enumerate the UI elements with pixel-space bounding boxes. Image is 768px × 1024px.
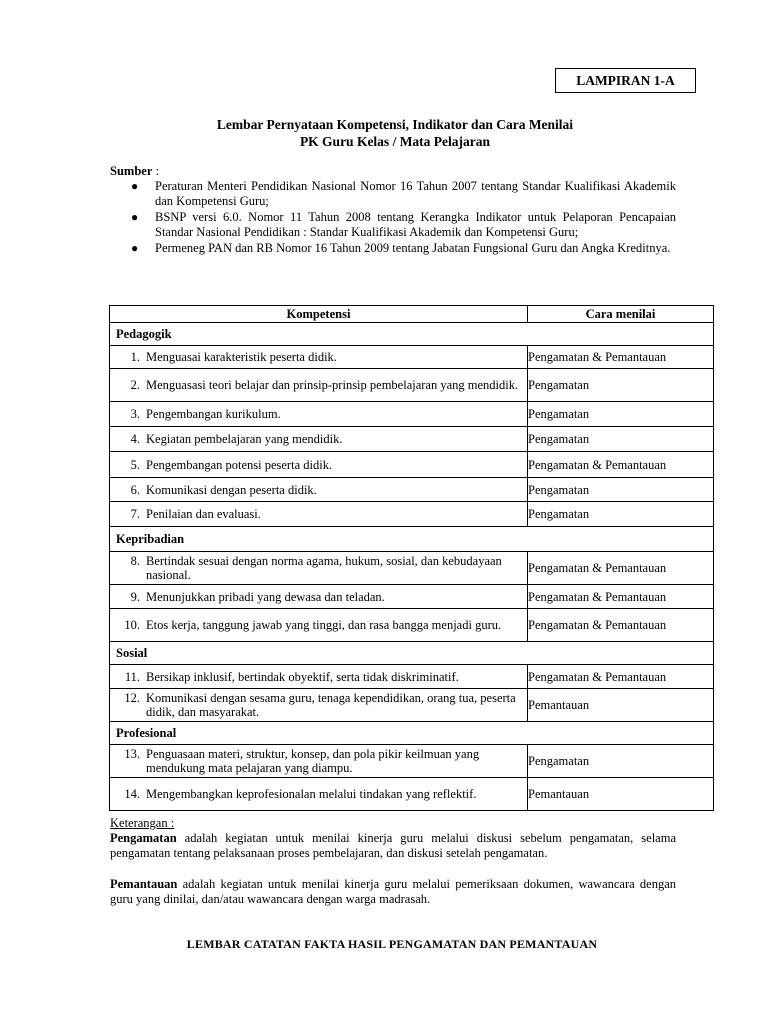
item-number: 11. bbox=[124, 669, 140, 684]
item-number: 13. bbox=[124, 747, 140, 761]
definition-pemantauan: adalah kegiatan untuk menilai kinerja guru melalui pemeriksaan dokumen, wawancara dengan guru yang dinilai, dan/atau wawancara dengan warga madrasah. bbox=[110, 877, 676, 906]
cara-menilai-cell: Pemantauan bbox=[528, 689, 714, 722]
source-text: BSNP versi 6.0. Nomor 11 Tahun 2008 tentang Kerangka Indikator untuk Pelaporan Pencapaian Standar Nasional Pendidikan : Standar Kualifikasi Akademik dan Kompetensi Guru; bbox=[155, 210, 676, 239]
source-text: Peraturan Menteri Pendidikan Nasional Nomor 16 Tahun 2007 tentang Standar Kualifikasi Akademik dan Kompetensi Guru; bbox=[155, 179, 676, 208]
table-header-row bbox=[110, 306, 714, 323]
item-text: Menunjukkan pribadi yang dewasa dan teladan. bbox=[146, 589, 385, 604]
item-text: Penilaian dan evaluasi. bbox=[146, 507, 261, 521]
item-text: Komunikasi dengan sesama guru, tenaga kependidikan, orang tua, peserta didik, dan masyarakat. bbox=[146, 691, 516, 719]
bullet-icon: ● bbox=[131, 179, 139, 193]
cara-menilai-cell: Pengamatan bbox=[528, 745, 714, 778]
keterangan-label: Keterangan : bbox=[110, 816, 175, 830]
kompetensi-cell bbox=[110, 478, 528, 502]
cara-menilai-cell: Pengamatan bbox=[528, 402, 714, 427]
table-row bbox=[110, 452, 714, 478]
table-row bbox=[110, 402, 714, 427]
item-number: 12. bbox=[124, 691, 140, 705]
item-text: Mengembangkan keprofesionalan melalui tindakan yang reflektif. bbox=[146, 787, 477, 801]
table-row bbox=[110, 665, 714, 689]
source-item bbox=[110, 241, 676, 256]
item-number: 5. bbox=[130, 457, 140, 472]
document-subtitle: PK Guru Kelas / Mata Pelajaran bbox=[299, 134, 491, 149]
table-row bbox=[110, 585, 714, 609]
item-text: Kegiatan pembelajaran yang mendidik. bbox=[146, 432, 343, 446]
item-number: 3. bbox=[130, 407, 140, 421]
table-row bbox=[110, 346, 714, 369]
item-text: Etos kerja, tanggung jawab yang tinggi, dan rasa bangga menjadi guru. bbox=[146, 618, 502, 632]
table-row bbox=[110, 502, 714, 527]
table-row bbox=[110, 689, 714, 722]
source-text: Permeneg PAN dan RB Nomor 16 Tahun 2009 tentang Jabatan Fungsional Guru dan Angka Kreditnya. bbox=[155, 241, 671, 255]
item-text: Bersikap inklusif, bertindak obyektif, serta tidak diskriminatif. bbox=[146, 669, 459, 684]
cara-menilai-cell: Pengamatan bbox=[528, 502, 714, 527]
item-text: Menguasai karakteristik peserta didik. bbox=[146, 350, 337, 364]
table-row bbox=[110, 478, 714, 502]
cara-menilai-cell: Pengamatan & Pemantauan bbox=[528, 585, 714, 609]
definition-pengamatan: adalah kegiatan untuk menilai kinerja guru melalui diskusi sebelum pengamatan, selama pengamatan tentang pelaksanaan proses pembelajaran, dan diskusi setelah pengamatan. bbox=[110, 831, 676, 860]
cara-menilai-cell: Pengamatan & Pemantauan bbox=[528, 452, 714, 478]
cara-menilai-cell: Pengamatan & Pemantauan bbox=[528, 552, 714, 585]
item-text: Pengembangan potensi peserta didik. bbox=[146, 457, 333, 472]
sumber-heading bbox=[110, 164, 159, 179]
term-pemantauan: Pemantauan bbox=[110, 877, 178, 891]
header-kompetensi: Kompetensi bbox=[110, 306, 528, 323]
kompetensi-cell bbox=[110, 665, 528, 689]
item-text: Penguasaan materi, struktur, konsep, dan pola pikir keilmuan yang mendukung mata pelajaran yang diampu. bbox=[146, 747, 480, 775]
kompetensi-cell bbox=[110, 745, 528, 778]
item-number: 7. bbox=[130, 507, 140, 521]
source-item bbox=[110, 210, 676, 240]
category-row bbox=[110, 642, 714, 665]
cara-menilai-cell: Pengamatan & Pemantauan bbox=[528, 665, 714, 689]
keterangan-pemantauan bbox=[110, 877, 676, 907]
kompetensi-cell bbox=[110, 689, 528, 722]
item-number: 6. bbox=[130, 482, 140, 497]
table-row bbox=[110, 745, 714, 778]
sumber-label: Sumber bbox=[110, 164, 153, 178]
document-title: Lembar Pernyataan Kompetensi, Indikator dan Cara Menilai bbox=[216, 117, 574, 132]
category-row bbox=[110, 722, 714, 745]
cara-menilai-cell: Pengamatan bbox=[528, 478, 714, 502]
keterangan-pengamatan bbox=[110, 831, 676, 861]
category-label: Kepribadian bbox=[110, 527, 714, 552]
kompetensi-cell bbox=[110, 552, 528, 585]
kompetensi-cell bbox=[110, 346, 528, 369]
item-number: 14. bbox=[124, 787, 140, 801]
item-number: 10. bbox=[124, 618, 140, 632]
item-number: 1. bbox=[130, 350, 140, 364]
table-row bbox=[110, 609, 714, 642]
kompetensi-cell bbox=[110, 452, 528, 478]
table-row bbox=[110, 427, 714, 452]
kompetensi-cell bbox=[110, 427, 528, 452]
item-number: 9. bbox=[130, 589, 140, 604]
table-row bbox=[110, 369, 714, 402]
category-row bbox=[110, 527, 714, 552]
sources-list bbox=[110, 179, 676, 257]
kompetensi-cell bbox=[110, 369, 528, 402]
category-label: Pedagogik bbox=[110, 323, 714, 346]
item-number: 4. bbox=[130, 432, 140, 446]
category-label: Profesional bbox=[110, 722, 714, 745]
kompetensi-cell bbox=[110, 778, 528, 811]
item-text: Pengembangan kurikulum. bbox=[146, 407, 281, 421]
bullet-icon: ● bbox=[131, 210, 139, 224]
kompetensi-cell bbox=[110, 609, 528, 642]
item-number: 8. bbox=[130, 554, 140, 568]
sumber-colon: : bbox=[152, 164, 159, 178]
kompetensi-cell bbox=[110, 502, 528, 527]
table-row bbox=[110, 552, 714, 585]
footer-title: LEMBAR CATATAN FAKTA HASIL PENGAMATAN DAN PEMANTAUAN bbox=[186, 937, 598, 951]
category-label: Sosial bbox=[110, 642, 714, 665]
item-number: 2. bbox=[130, 378, 140, 392]
kompetensi-cell bbox=[110, 585, 528, 609]
category-row bbox=[110, 323, 714, 346]
table-row bbox=[110, 778, 714, 811]
bullet-icon: ● bbox=[131, 241, 139, 255]
term-pengamatan: Pengamatan bbox=[110, 831, 177, 845]
item-text: Bertindak sesuai dengan norma agama, hukum, sosial, dan kebudayaan nasional. bbox=[146, 554, 502, 582]
item-text: Komunikasi dengan peserta didik. bbox=[146, 482, 317, 497]
source-item bbox=[110, 179, 676, 209]
cara-menilai-cell: Pengamatan bbox=[528, 369, 714, 402]
header-cara-menilai: Cara menilai bbox=[528, 306, 714, 323]
cara-menilai-cell: Pemantauan bbox=[528, 778, 714, 811]
lampiran-box: LAMPIRAN 1-A bbox=[555, 68, 696, 93]
cara-menilai-cell: Pengamatan bbox=[528, 427, 714, 452]
cara-menilai-cell: Pengamatan & Pemantauan bbox=[528, 609, 714, 642]
kompetensi-table bbox=[109, 305, 714, 811]
item-text: Menguasasi teori belajar dan prinsip-prinsip pembelajaran yang mendidik. bbox=[146, 378, 519, 392]
cara-menilai-cell: Pengamatan & Pemantauan bbox=[528, 346, 714, 369]
kompetensi-cell bbox=[110, 402, 528, 427]
